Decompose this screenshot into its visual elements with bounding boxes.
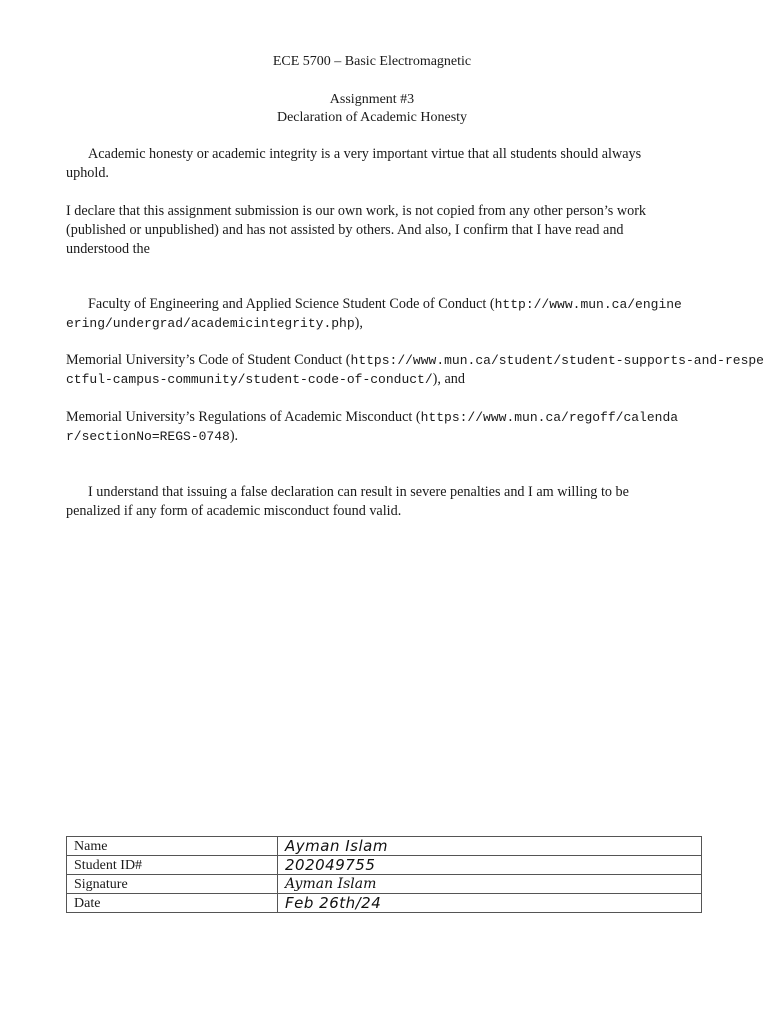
faculty-code-text: Faculty of Engineering and Applied Science Student Code of Conduct ( [88,296,495,312]
assignment-number: Assignment #3 [329,92,415,107]
faculty-code-tail: ), [354,315,363,331]
regulations-text: Memorial University’s Regulations of Academic Misconduct ( [66,409,421,425]
course-title: ECE 5700 – Basic Electromagnetic [272,54,472,69]
intro-paragraph: Academic honesty or academic integrity is a very important virtue that all students should always uphold. [66,146,642,181]
regulations-tail: ). [229,428,239,444]
closing-paragraph: I understand that issuing a false declaration can result in severe penalties and I am willing to be penalized if any form of academic misconduct found valid. [66,484,629,519]
university-code-link[interactable]: https://www.mun.ca/student/student-supports-and-respectful-campus-community/student-code-of-conduct/ [66,353,764,387]
name-label: Name [67,837,278,856]
table-row [67,875,702,894]
faculty-code-paragraph [66,295,686,333]
declaration-title: Declaration of Academic Honesty [276,110,468,125]
date-label: Date [67,894,278,913]
signature-value[interactable]: Ayman Islam [278,875,702,894]
student-info-table [66,836,702,913]
university-code-text: Memorial University’s Code of Student Conduct ( [66,352,351,368]
regulations-link[interactable]: https://www.mun.ca/regoff/calendar/sectionNo=REGS-0748 [66,410,679,444]
student-id-label: Student ID# [67,856,278,875]
date-value[interactable]: Feb 26th/24 [278,894,702,913]
table-row [67,894,702,913]
table-row [67,837,702,856]
signature-label: Signature [67,875,278,894]
name-value[interactable]: Ayman Islam [278,837,702,856]
university-code-paragraph [66,351,766,389]
table-row [67,856,702,875]
university-code-tail: ), and [432,371,465,387]
faculty-code-link[interactable]: http://www.mun.ca/engineering/undergrad/academicintegrity.php [66,297,682,331]
student-id-value[interactable]: 202049755 [278,856,702,875]
regulations-paragraph [66,408,686,446]
declaration-paragraph: I declare that this assignment submission is our own work, is not copied from any other person’s work (published or unpublished) and has not assisted by others. And also, I confirm that I have read and understood the [66,203,647,257]
